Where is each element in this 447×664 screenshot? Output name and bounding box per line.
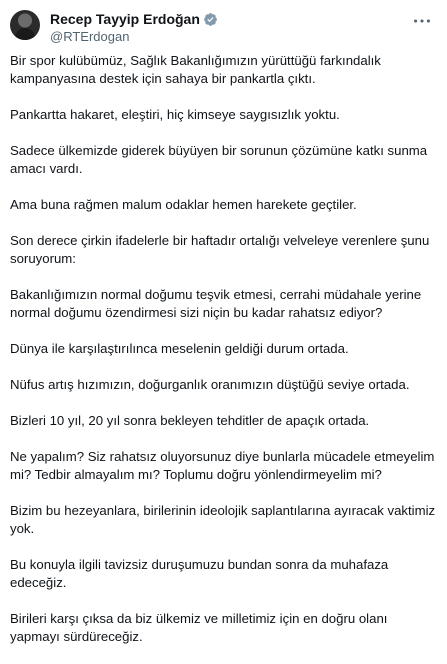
tweet-paragraph: Sadece ülkemizde giderek büyüyen bir sorunun çözümüne katkı sunma amacı vardı. (10, 143, 428, 176)
tweet-paragraph: Bizleri 10 yıl, 20 yıl sonra bekleyen tehditler de apaçık ortada. (10, 413, 370, 428)
tweet-paragraph: Bu konuyla ilgili tavizsiz duruşumuzu bundan sonra da muhafaza edeceğiz. (10, 557, 389, 590)
tweet-paragraph: Son derece çirkin ifadelerle bir haftadır ortalığı velveleye verenlere şunu soruyorum: (10, 233, 430, 266)
tweet-paragraph: Ama buna rağmen malum odaklar hemen harekete geçtiler. (10, 197, 357, 212)
more-options-icon[interactable] (411, 12, 433, 30)
avatar[interactable] (10, 10, 40, 40)
verified-badge-icon (203, 12, 218, 27)
tweet-paragraph: Dünya ile karşılaştırılınca meselenin geldiği durum ortada. (10, 341, 349, 356)
tweet-header (10, 8, 437, 48)
author-names (50, 10, 218, 45)
tweet-paragraph: Bir spor kulübümüz, Sağlık Bakanlığımızın yürüttüğü farkındalık kampanyasına destek için sahaya bir pankartla çıktı. (10, 53, 381, 86)
tweet-paragraph: Bakanlığımızın normal doğumu teşvik etmesi, cerrahi müdahale yerine normal doğumu özendirmesi sizi niçin bu kadar rahatsız ediyor? (10, 287, 422, 320)
tweet-paragraph: Ne yapalım? Siz rahatsız oluyorsunuz diye bunlarla mücadele etmeyelim mi? Tedbir almayalım mı? Toplumu doğru yönlendirmeyelim mi? (10, 449, 435, 482)
tweet-paragraph: Pankartta hakaret, eleştiri, hiç kimseye saygısızlık yoktu. (10, 107, 340, 122)
tweet-paragraph: Birileri karşı çıksa da biz ülkemiz ve milletimiz için en doğru olanı yapmayı sürdüreceğiz. (10, 611, 388, 644)
author-handle[interactable]: @RTErdogan (50, 29, 130, 44)
tweet-paragraph: Nüfus artış hızımızın, doğurganlık oranımızın düştüğü seviye ortada. (10, 377, 410, 392)
tweet-paragraph: Bizim bu hezeyanlara, birilerinin ideolojik saplantılarına ayıracak vaktimiz yok. (10, 503, 436, 536)
author-display-name[interactable]: Recep Tayyip Erdoğan (50, 11, 200, 27)
tweet-text (10, 52, 440, 664)
